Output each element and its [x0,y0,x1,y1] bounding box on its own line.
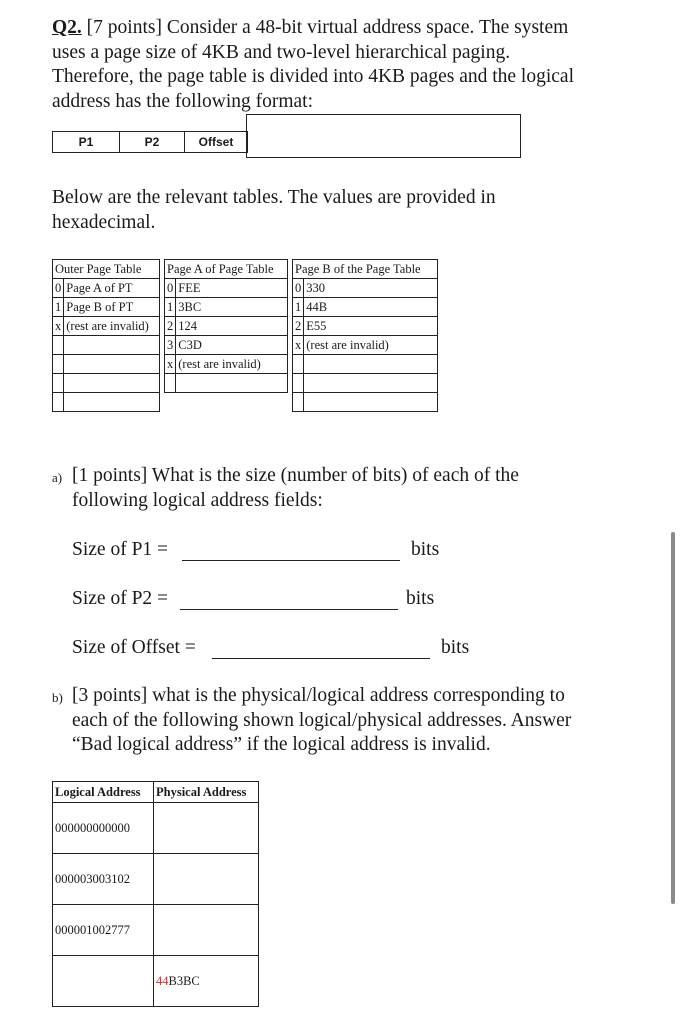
tables-intro: Below are the relevant tables. The values are provided in hexadecimal. [52,187,496,233]
table-row [53,393,160,412]
table-row [53,854,259,905]
size-p1-label: Size of P1 = [72,539,169,560]
table-row [165,374,288,393]
table-row: 2 124 [165,317,288,336]
physical-address-cell[interactable] [154,803,259,854]
part-a-question: [1 points] What is the size (number of bits) of each of the following logical address fields: [72,465,519,511]
logical-address-cell: 000000000000 [53,803,154,854]
part-b-question: [3 points] what is the physical/logical address corresponding to each of the following shown logical/physical addresses. Answer “Bad logical address” if the logical address is invalid. [72,685,572,755]
address-field-p2: P2 [119,131,185,153]
size-p2-unit: bits [406,588,435,609]
address-field-offset: Offset [184,131,248,153]
part-a-label: a) [52,470,63,485]
physical-address-highlight: 44 [156,973,169,988]
page-a-table [164,259,288,393]
table-row: 0 330 [293,279,438,298]
question-number: Q2. [52,17,82,38]
outer-table-header: Outer Page Table [53,260,160,279]
size-offset-unit: bits [441,637,470,658]
logical-address-cell: 000001002777 [53,905,154,956]
intro-line-3: Therefore, the page table is divided into 4KB pages and the logical [52,66,574,87]
intro-line-1: Q2. [7 points] Consider a 48-bit virtual address space. The system [52,17,569,38]
address-format-box [246,114,521,158]
page-a-header: Page A of Page Table [165,260,288,279]
physical-address-cell[interactable] [154,905,259,956]
physical-address-cell[interactable] [154,854,259,905]
table-row [53,905,259,956]
size-offset-label: Size of Offset = [72,637,196,658]
page-b-header: Page B of the Page Table [293,260,438,279]
table-row [293,374,438,393]
table-row [53,956,259,1007]
table-row [293,393,438,412]
intro-line-4: address has the following format: [52,90,314,112]
table-row: x (rest are invalid) [293,336,438,355]
table-row: 1 3BC [165,298,288,317]
question-intro [52,16,652,114]
logical-address-cell: 000003003102 [53,854,154,905]
table-row [53,803,259,854]
size-p1-input[interactable] [182,560,400,561]
size-p1-unit: bits [411,539,440,560]
intro-line-2: uses a page size of 4KB and two-level hierarchical paging. [52,41,511,63]
table-row [53,374,160,393]
table-row: 0 FEE [165,279,288,298]
logical-address-header: Logical Address [53,782,154,803]
answer-table [52,781,259,1007]
table-row: x (rest are invalid) [53,317,160,336]
vertical-scrollbar[interactable] [671,532,675,904]
table-row: x (rest are invalid) [165,355,288,374]
table-row: 1 44B [293,298,438,317]
outer-page-table [52,259,160,412]
physical-address-cell [154,956,259,1007]
table-row: 0 Page A of PT [53,279,160,298]
table-row: 3 C3D [165,336,288,355]
size-p2-label: Size of P2 = [72,588,169,609]
physical-address-header: Physical Address [154,782,259,803]
table-row: 1 Page B of PT [53,298,160,317]
table-row: 2 E55 [293,317,438,336]
physical-address-rest: B3BC [168,973,200,988]
logical-address-cell[interactable] [53,956,154,1007]
table-row [53,355,160,374]
size-offset-input[interactable] [212,658,430,659]
table-row [53,336,160,355]
table-row [293,355,438,374]
size-p2-input[interactable] [180,609,398,610]
part-b-label: b) [52,690,63,705]
page-b-table [292,259,438,412]
address-field-p1: P1 [52,131,120,153]
